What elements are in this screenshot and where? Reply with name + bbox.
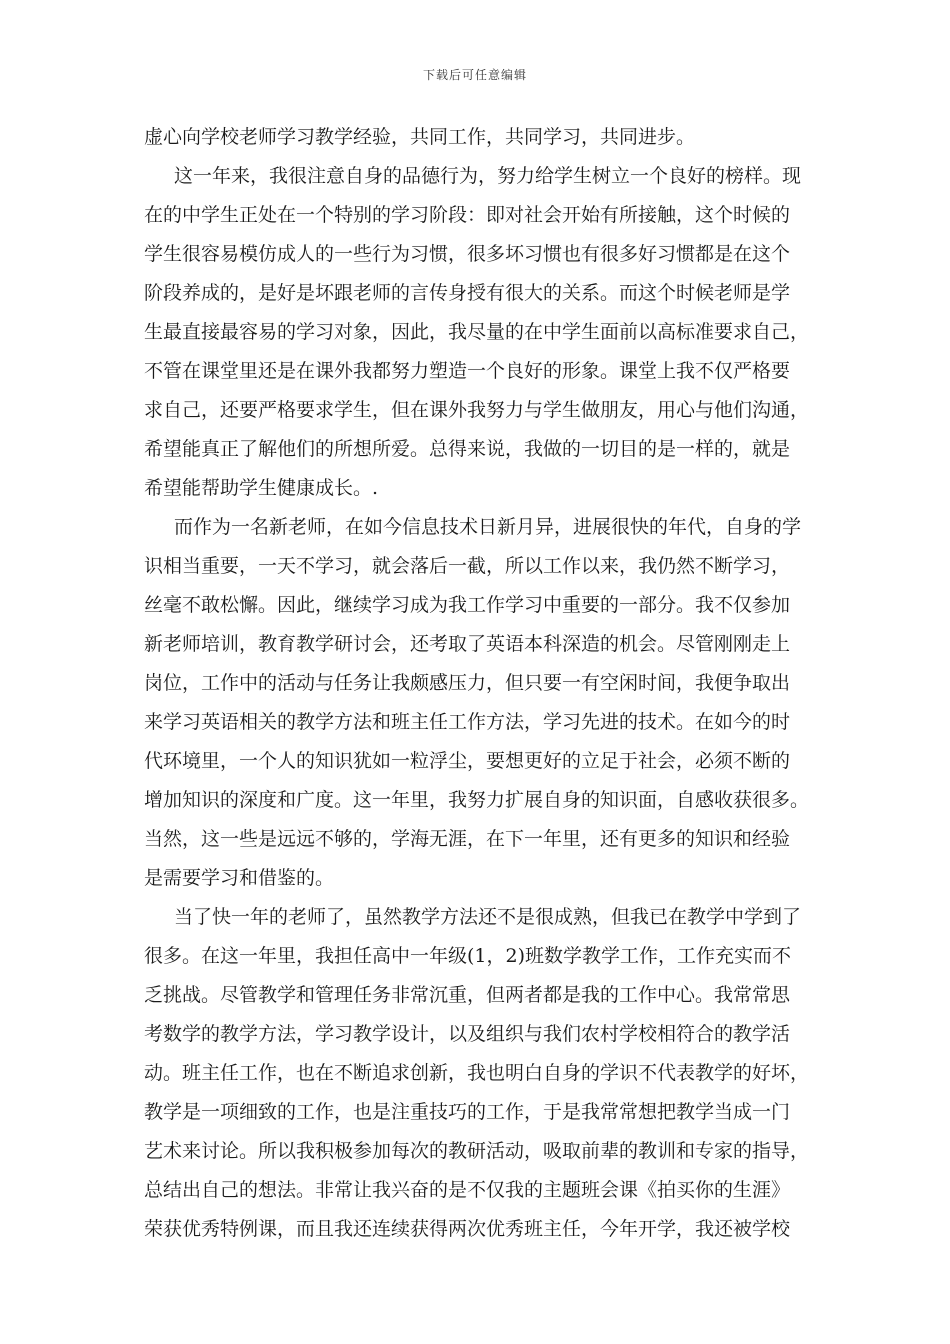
text-line: 是需要学习和借鉴的。 — [144, 867, 335, 889]
text-line: 希望能帮助学生健康成长。. — [144, 477, 379, 499]
text-line: 希望能真正了解他们的所想所爱。总得来说，我做的一切目的是一样的，就是 — [144, 438, 791, 460]
text-line: 岗位，工作中的活动与任务让我颇感压力，但只要一有空闲时间，我便争取出 — [144, 672, 791, 694]
paragraph-start-line: 当了快一年的老师了，虽然教学方法还不是很成熟，但我已在教学中学到了 — [174, 906, 802, 928]
text-line: 在的中学生正处在一个特别的学习阶段：即对社会开始有所接触，这个时候的 — [144, 204, 791, 226]
text-line: 不管在课堂里还是在课外我都努力塑造一个良好的形象。课堂上我不仅严格要 — [144, 360, 791, 382]
text-line: 生最直接最容易的学习对象，因此，我尽量的在中学生面前以高标准要求自己， — [144, 321, 810, 343]
text-line: 很多。在这一年里，我担任高中一年级(1，2)班数学教学工作，工作充实而不 — [144, 945, 792, 967]
paragraph-start-line: 这一年来，我很注意自身的品德行为，努力给学生树立一个良好的榜样。现 — [174, 165, 802, 187]
text-line: 总结出自己的想法。非常让我兴奋的是不仅我的主题班会课《拍买你的生涯》 — [144, 1179, 791, 1201]
text-line: 荣获优秀特例课，而且我还连续获得两次优秀班主任，今年开学，我还被学校 — [144, 1218, 791, 1240]
text-line: 求自己，还要严格要求学生，但在课外我努力与学生做朋友，用心与他们沟通， — [144, 399, 810, 421]
text-line: 来学习英语相关的教学方法和班主任工作方法，学习先进的技术。在如今的时 — [144, 711, 791, 733]
text-line: 教学是一项细致的工作，也是注重技巧的工作，于是我常常想把教学当成一门 — [144, 1101, 791, 1123]
text-line: 新老师培训，教育教学研讨会，还考取了英语本科深造的机会。尽管刚刚走上 — [144, 633, 791, 655]
text-line: 当然，这一些是远远不够的，学海无涯，在下一年里，还有更多的知识和经验 — [144, 828, 791, 850]
text-line: 学生很容易模仿成人的一些行为习惯，很多坏习惯也有很多好习惯都是在这个 — [144, 243, 791, 265]
text-line: 代环境里，一个人的知识犹如一粒浮尘，要想更好的立足于社会，必须不断的 — [144, 750, 791, 772]
text-line: 动。班主任工作，也在不断追求创新，我也明白自身的学识不代表教学的好坏， — [144, 1062, 810, 1084]
paragraph-start-line: 而作为一名新老师，在如今信息技术日新月异，进展很快的年代，自身的学 — [174, 516, 802, 538]
text-line: 阶段养成的，是好是坏跟老师的言传身授有很大的关系。而这个时候老师是学 — [144, 282, 791, 304]
text-line: 考数学的教学方法，学习教学设计，以及组织与我们农村学校相符合的教学活 — [144, 1023, 791, 1045]
text-line: 识相当重要，一天不学习，就会落后一截，所以工作以来，我仍然不断学习， — [144, 555, 791, 577]
header-note: 下载后可任意编辑 — [422, 68, 527, 82]
text-line: 丝毫不敢松懈。因此，继续学习成为我工作学习中重要的一部分。我不仅参加 — [144, 594, 791, 616]
body-text — [144, 118, 820, 1249]
text-line: 虚心向学校老师学习教学经验，共同工作，共同学习，共同进步。 — [144, 126, 696, 148]
text-line: 艺术来讨论。所以我积极参加每次的教研活动，吸取前辈的教训和专家的指导， — [144, 1140, 810, 1162]
text-line: 乏挑战。尽管教学和管理任务非常沉重，但两者都是我的工作中心。我常常思 — [144, 984, 791, 1006]
text-line: 增加知识的深度和广度。这一年里，我努力扩展自身的知识面，自感收获很多。 — [144, 789, 810, 811]
